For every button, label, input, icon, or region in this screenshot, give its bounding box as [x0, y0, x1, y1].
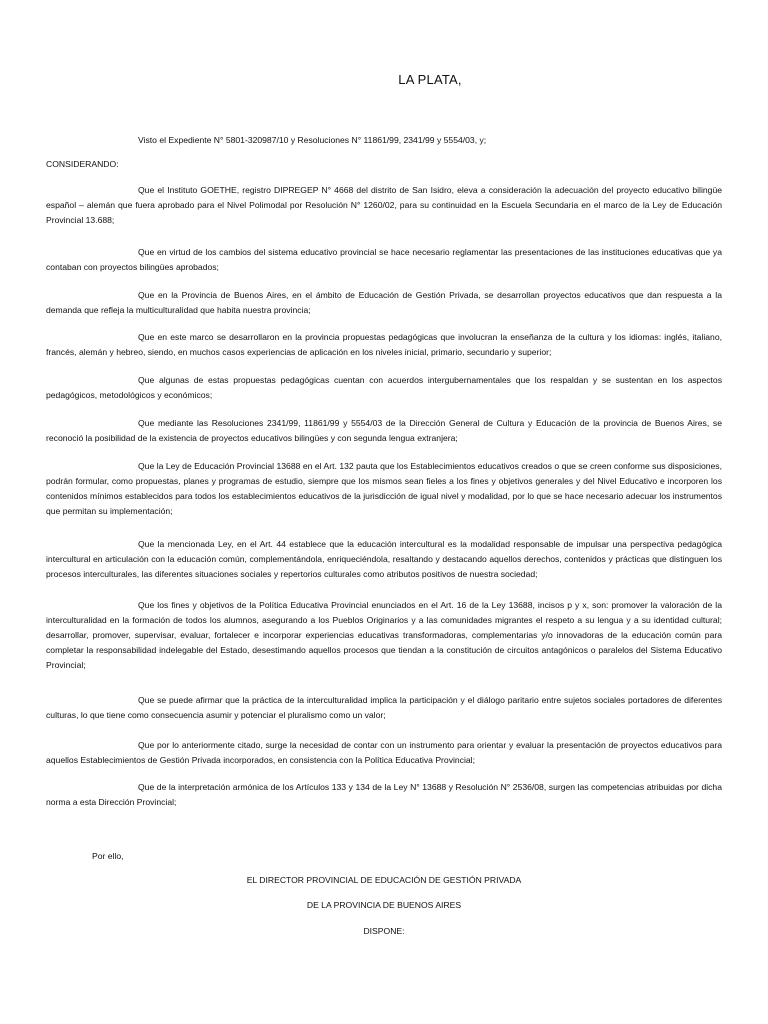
paragraph-competencias: Que de la interpretación armónica de los Artículos 133 y 134 de la Ley N° 13688 y Resolución N° 2536/08, surgen las competencias atribuidas por dicha norma a esta Dirección Provincial;: [46, 782, 722, 807]
visto-paragraph: Visto el Expediente N° 5801-320987/10 y Resoluciones N° 11861/99, 2341/99 y 5554/03, y;: [138, 135, 487, 145]
paragraph-instrumento: Que por lo anteriormente citado, surge la necesidad de contar con un instrumento para orientar y evaluar la presentación de proyectos educativos para aquellos Establecimientos de Gestión Privada incorporados, en consistencia con la Política Educativa Provincial;: [46, 740, 722, 765]
por-ello-text: Por ello,: [92, 851, 124, 861]
paragraph-cambios-sistema: Que en virtud de los cambios del sistema educativo provincial se hace necesario reglamentar las presentaciones de las instituciones educativas que ya contaban con proyectos bilingües aprobados;: [46, 247, 722, 272]
paragraph-gestion-privada: Que en la Provincia de Buenos Aires, en el ámbito de Educación de Gestión Privada, se desarrollan proyectos educativos que dan respuesta a la demanda que refleja la multiculturalidad que habita nuestra provincia;: [46, 290, 722, 315]
paragraph-goethe: Que el Instituto GOETHE, registro DIPREGEP N° 4668 del distrito de San Isidro, eleva a consideración la adecuación del proyecto educativo bilingüe español – alemán que fuera aprobado para el Nivel Polimodal por Resolución N° 1260/02, para su continuidad en la Escuela Secundaria en el marco de la Ley de Educación Provincial 13.688;: [46, 185, 722, 225]
paragraph-fines-objetivos: Que los fines y objetivos de la Política Educativa Provincial enunciados en el Art. 16 de la Ley 13688, incisos p y x, son: promover la valoración de la interculturalidad en la formación de todos los alumnos, asegurando a los Pueblos Originarios y a las comunidades migrantes el respeto a su lengua y a su identidad cultural; desarrollar, promover, supervisar, evaluar, fortalecer e incorporar experiencias educativas transformadoras, complementarias y/o innovadoras de la educación común para completar la responsabilidad indelegable del Estado, desestimando aquellos procesos que tiendan a la constitución de circuitos antagónicos o paralelos del Sistema Educativo Provincial;: [46, 600, 722, 670]
paragraph-resoluciones: Que mediante las Resoluciones 2341/99, 11861/99 y 5554/03 de la Dirección General de Cultura y Educación de la provincia de Buenos Aires, se reconoció la posibilidad de la existencia de proyectos educativos bilingües y con segunda lengua extranjera;: [46, 418, 722, 443]
director-title-line-2: DE LA PROVINCIA DE BUENOS AIRES: [306, 900, 462, 910]
paragraph-ley-art-132: Que la Ley de Educación Provincial 13688 en el Art. 132 pauta que los Establecimientos educativos creados o que se creen conforme sus disposiciones, podrán formular, como propuestas, planes y programas de estudio, siempre que los mismos sean fieles a los fines y objetivos generales y del Nivel Educativo e incorporen los contenidos mínimos establecidos para todos los establecimientos educativos de la jurisdicción de igual nivel y modalidad, por lo que se hace necesario adecuar los instrumentos que permitan su implementación;: [46, 461, 722, 516]
paragraph-propuestas-idiomas: Que en este marco se desarrollaron en la provincia propuestas pedagógicas que involucran la enseñanza de la cultura y los idiomas: inglés, italiano, francés, alemán y hebreo, siendo, en muchos casos experiencias de aplicación en los niveles inicial, primario, secundario y superior;: [46, 332, 722, 357]
city-heading: LA PLATA,: [398, 72, 462, 87]
paragraph-acuerdos: Que algunas de estas propuestas pedagógicas cuentan con acuerdos intergubernamentales que los respaldan y se sustentan en los aspectos pedagógicos, metodológicos y económicos;: [46, 375, 722, 400]
paragraph-interculturalidad: Que se puede afirmar que la práctica de la interculturalidad implica la participación y el diálogo paritario entre sujetos sociales portadores de diferentes culturas, lo que tiene como consecuencia asumir y potenciar el pluralismo como un valor;: [46, 695, 722, 720]
dispone-heading: DISPONE:: [363, 926, 405, 936]
director-title-line-1: EL DIRECTOR PROVINCIAL DE EDUCACIÓN DE GESTIÓN PRIVADA: [246, 875, 522, 885]
paragraph-ley-art-44: Que la mencionada Ley, en el Art. 44 establece que la educación intercultural es la modalidad responsable de impulsar una perspectiva pedagógica intercultural en articulación con la educación común, complementándola, enriqueciéndola, resaltando y destacando aquellos derechos, contenidos y prácticas que distinguen los procesos interculturales, las diferentes situaciones sociales y repertorios culturales como atributos positivos de nuestra sociedad;: [46, 539, 722, 579]
considerando-label: CONSIDERANDO:: [46, 159, 119, 169]
